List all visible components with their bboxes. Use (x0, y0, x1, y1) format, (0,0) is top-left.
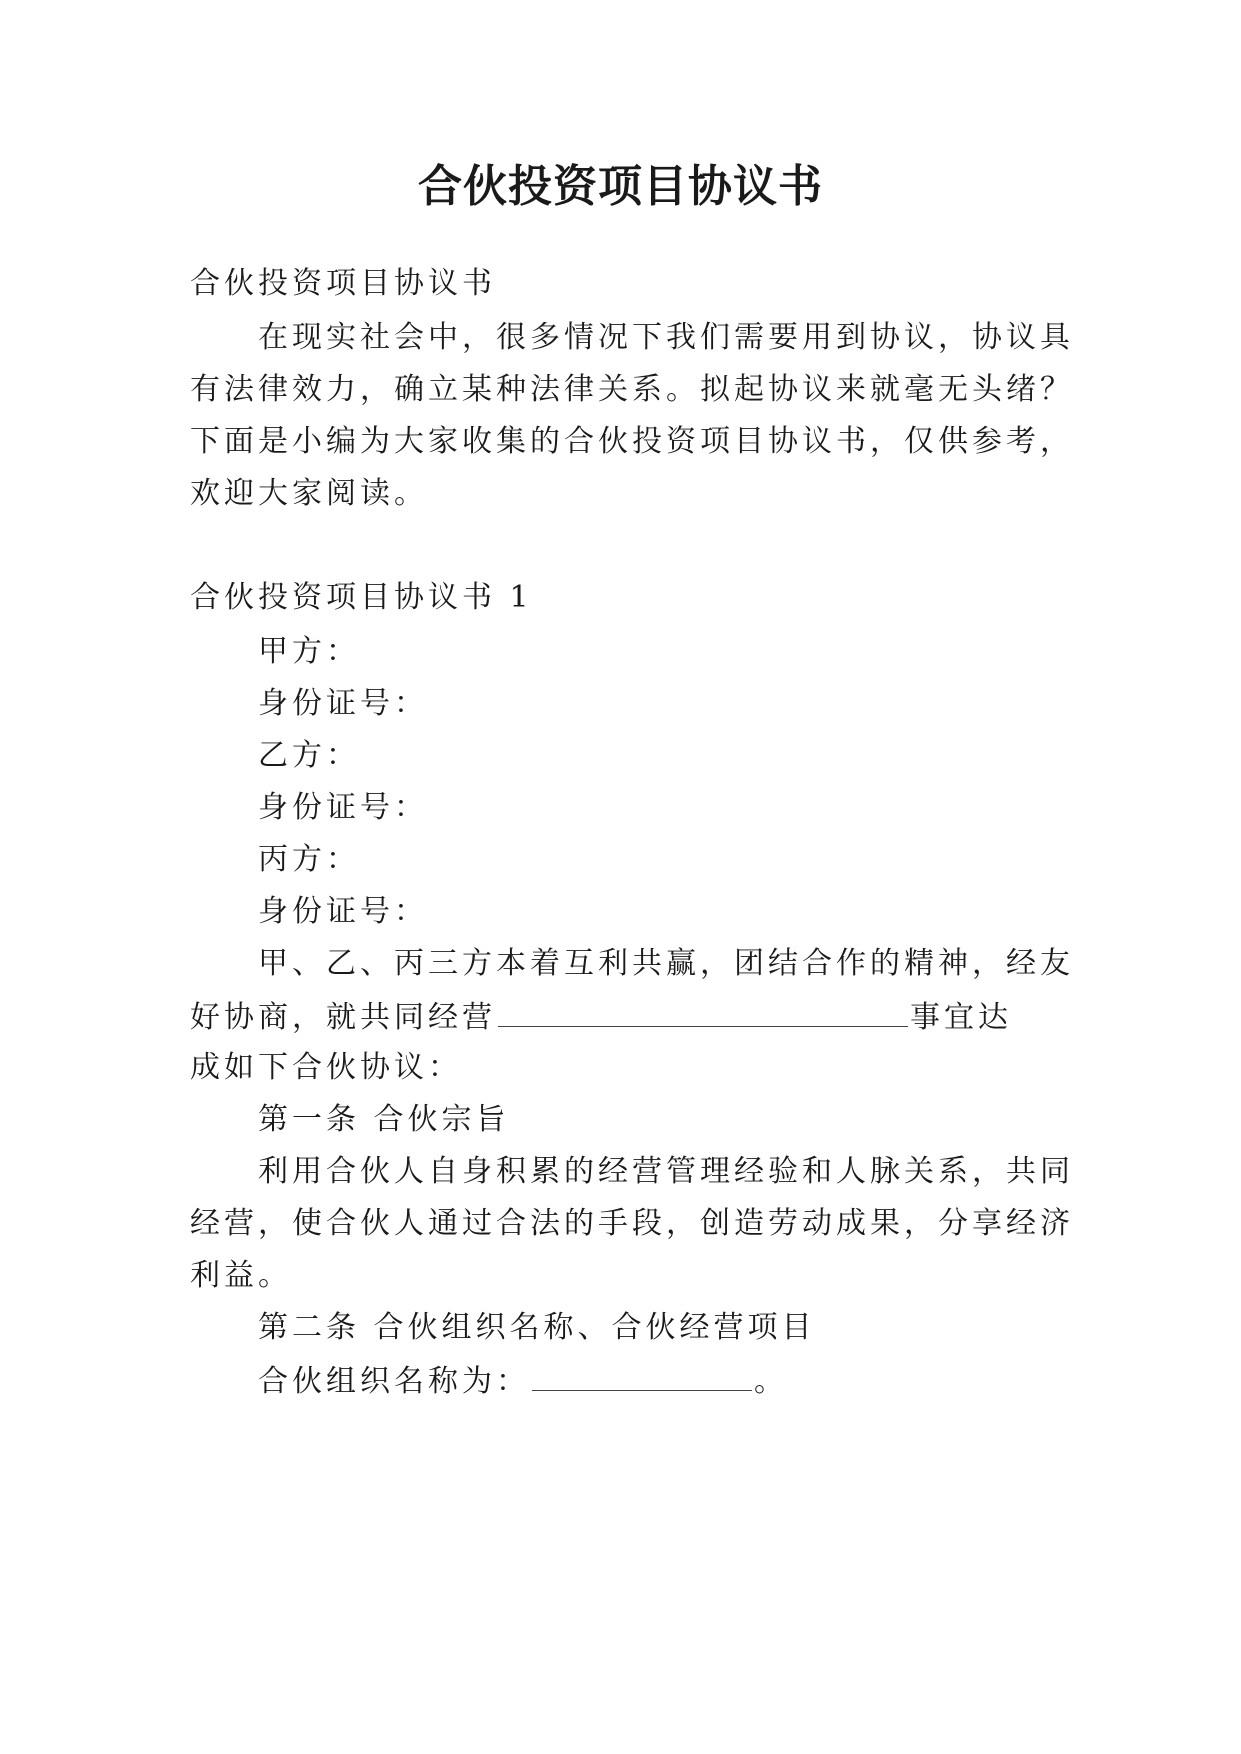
intro-line-1: 在现实社会中，很多情况下我们需要用到协议，协议具 (258, 320, 1074, 355)
intro-line-4: 欢迎大家阅读。 (190, 476, 428, 511)
partnership-name-end: 。 (754, 1364, 788, 1399)
article-2-heading: 第二条 合伙组织名称、合伙经营项目 (258, 1310, 816, 1345)
document-title: 合伙投资项目协议书 (418, 161, 823, 212)
partnership-name-label: 合伙组织名称为： (258, 1364, 530, 1399)
preamble-line-2-end: 事宜达 (910, 1000, 1012, 1035)
intro-line-3: 下面是小编为大家收集的合伙投资项目协议书，仅供参考， (190, 424, 1074, 459)
preamble-line-1: 甲、乙、丙三方本着互利共赢，团结合作的精神，经友 (258, 946, 1074, 981)
article-1-line-2: 经营，使合伙人通过合法的手段，创造劳动成果，分享经济 (190, 1206, 1074, 1241)
article-1-line-1: 利用合伙人自身积累的经营管理经验和人脉关系，共同 (258, 1154, 1074, 1189)
partnership-name-blank-line (532, 1360, 752, 1391)
document-subtitle: 合伙投资项目协议书 (190, 266, 496, 301)
article-2-name-line (258, 1360, 788, 1402)
party-b-id-label: 身份证号： (258, 790, 428, 825)
business-blank-line (498, 996, 908, 1027)
preamble-line-3: 成如下合伙协议： (190, 1050, 462, 1085)
party-c-id-label: 身份证号： (258, 894, 428, 929)
intro-line-2: 有法律效力，确立某种法律关系。拟起协议来就毫无头绪？ (190, 372, 1074, 407)
party-c-label: 丙方： (258, 842, 360, 877)
preamble-line-2 (190, 996, 1012, 1038)
party-b-label: 乙方： (258, 738, 360, 773)
preamble-line-2-start: 好协商，就共同经营 (190, 1000, 496, 1035)
article-1-line-3: 利益。 (190, 1258, 292, 1293)
party-a-id-label: 身份证号： (258, 686, 428, 721)
party-a-label: 甲方： (258, 634, 360, 669)
section-title: 合伙投资项目协议书 1 (190, 580, 533, 615)
article-1-heading: 第一条 合伙宗旨 (258, 1102, 510, 1137)
